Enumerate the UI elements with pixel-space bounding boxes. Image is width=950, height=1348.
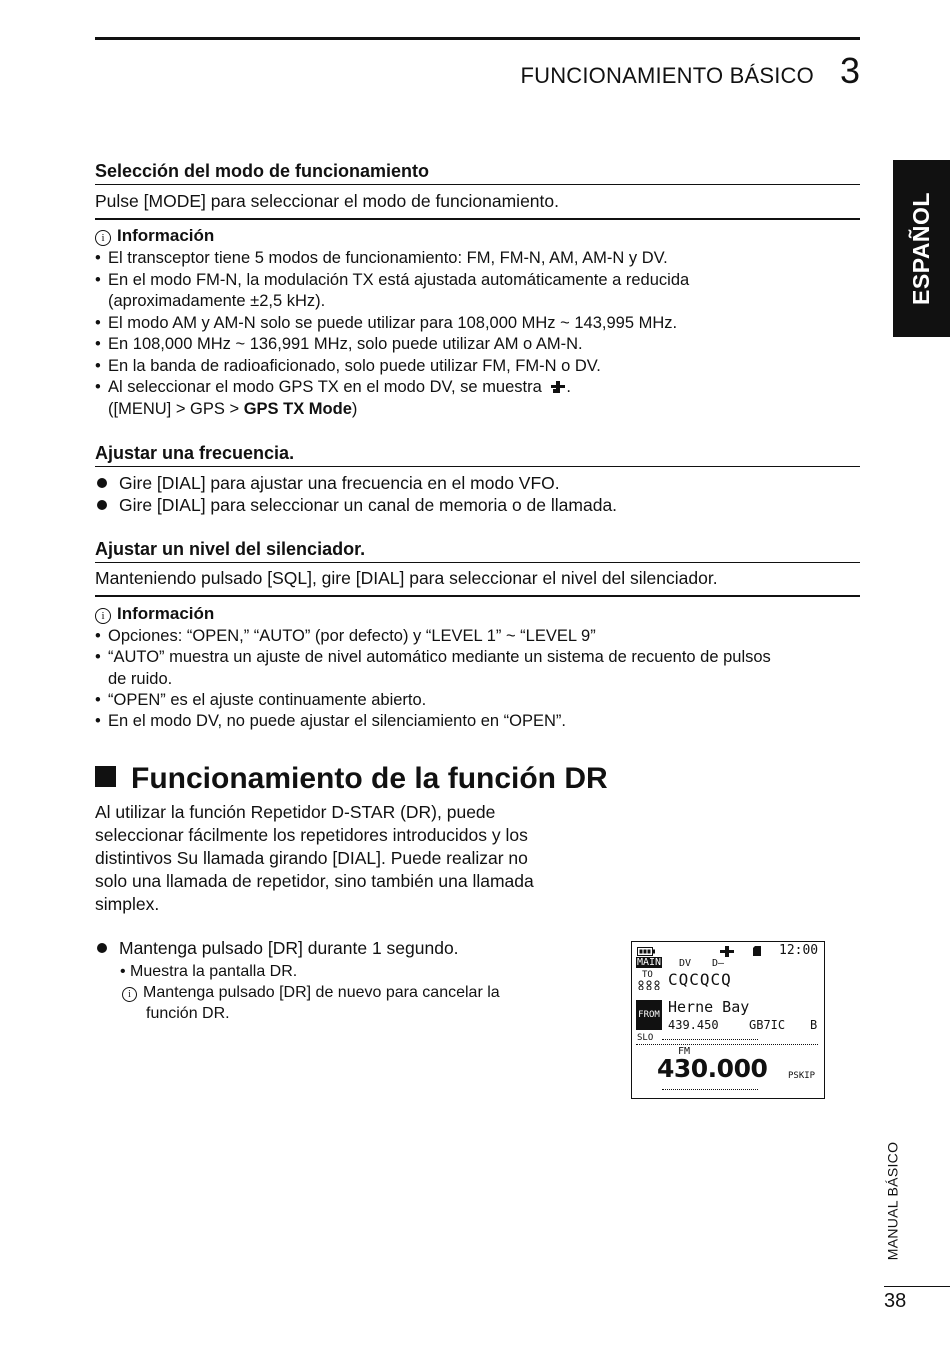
info-bullet: • En el modo DV, no puede ajustar el silenciamiento en “OPEN”. (95, 712, 566, 730)
pskip-label: PSKIP (788, 1071, 816, 1081)
memory-bar (662, 1089, 758, 1090)
info-bullet: • El modo AM y AM-N solo se puede utilizar para 108,000 MHz ~ 143,995 MHz. (95, 314, 678, 332)
from-badge: FROM (636, 1000, 662, 1030)
to-callsign: CQCQCQ (668, 970, 732, 989)
header-rule (95, 37, 860, 40)
mode-label: FM (678, 1046, 691, 1057)
dr-note: i Mantenga pulsado [DR] de nuevo para cancelar la (122, 982, 500, 1003)
info-title: Información (117, 604, 215, 623)
dr-note-continuation: función DR. (146, 1005, 230, 1022)
chapter-number: 3 (839, 50, 860, 91)
language-tab (893, 160, 950, 337)
info-bullet-continuation: de ruido. (108, 670, 173, 688)
page-rule (884, 1286, 950, 1287)
dr-step: Mantenga pulsado [DR] durante 1 segundo. (95, 937, 459, 959)
section-heading-frequency: Ajustar una frecuencia. (95, 443, 295, 463)
section-heading-mode: Selección del modo de funcionamiento (95, 161, 430, 181)
section-rule (95, 562, 860, 563)
frequency-bullet: Gire [DIAL] para ajustar una frecuencia en el modo VFO. (95, 472, 560, 494)
info-heading (95, 603, 214, 625)
d-label: D– (712, 958, 725, 969)
info-bullet: • El transceptor tiene 5 modos de funcionamiento: FM, FM-N, AM, AM-N y DV. (95, 249, 668, 267)
language-tab-label: ESPAÑOL (908, 192, 935, 305)
square-bullet-icon (95, 766, 116, 787)
info-icon: i (122, 987, 137, 1002)
repeater-port: B (810, 1018, 818, 1032)
sd-card-icon (753, 946, 761, 956)
page-number: 38 (884, 1290, 907, 1312)
instruction-rule (95, 595, 860, 597)
s-meter-bar (662, 1039, 758, 1040)
gps-icon (720, 946, 734, 957)
info-bullet: • En el modo FM-N, la modulación TX está ajustada automáticamente a reducida (95, 271, 690, 289)
info-icon: i (95, 608, 111, 624)
repeater-name: Herne Bay (668, 998, 750, 1016)
menu-path: ([MENU] > GPS > GPS TX Mode) (108, 400, 358, 418)
manual-label: MANUAL BÁSICO (884, 1141, 900, 1261)
info-icon: i (95, 230, 111, 246)
mode-instruction: Pulse [MODE] para seleccionar el modo de funcionamiento. (95, 191, 559, 211)
info-bullet: • En la banda de radioaficionado, solo puede utilizar FM, FM-N o DV. (95, 357, 601, 375)
repeater-callsign: GB7IC (749, 1018, 786, 1032)
section-rule (95, 184, 860, 185)
info-bullet: • En 108,000 MHz ~ 136,991 MHz, solo puede utilizar AM o AM-N. (95, 335, 583, 353)
divider-line (636, 1044, 818, 1045)
squelch-instruction: Manteniendo pulsado [SQL], gire [DIAL] para seleccionar el nivel del silenciador. (95, 568, 718, 588)
info-heading (95, 225, 214, 247)
s-meter-label: SLO (637, 1033, 654, 1043)
info-title: Información (117, 226, 215, 245)
repeater-frequency: 439.450 (668, 1018, 719, 1032)
section-rule (95, 466, 860, 467)
main-badge: MAIN (637, 957, 662, 968)
chapter-header (95, 50, 860, 92)
info-bullet: • “OPEN” es el ajuste continuamente abierto. (95, 691, 427, 709)
group-icon (637, 980, 661, 990)
info-bullet-continuation: (aproximadamente ±2,5 kHz). (108, 292, 326, 310)
section-heading-dr: Funcionamiento de la función DR (95, 760, 608, 798)
clock: 12:00 (779, 943, 819, 958)
section-heading-squelch: Ajustar un nivel del silenciador. (95, 539, 366, 559)
battery-icon (637, 947, 655, 956)
info-bullet: • “AUTO” muestra un ajuste de nivel automático mediante un sistema de recuento de pulsos (95, 648, 771, 666)
info-bullet: • Al seleccionar el modo GPS TX en el modo DV, se muestra . (95, 378, 571, 396)
info-bullet: • Opciones: “OPEN,” “AUTO” (por defecto) y “LEVEL 1” ~ “LEVEL 9” (95, 627, 596, 645)
chapter-title: FUNCIONAMIENTO BÁSICO (520, 63, 814, 88)
frequency-bullet: Gire [DIAL] para seleccionar un canal de memoria o de llamada. (95, 494, 617, 516)
dr-screen-display (631, 941, 825, 1099)
frequency-display: 430.000 (657, 1054, 768, 1083)
to-label: TO (642, 970, 653, 980)
dv-mode-label: DV (679, 958, 692, 969)
instruction-rule (95, 218, 860, 220)
gps-tx-icon (550, 380, 566, 394)
dr-paragraph: Al utilizar la función Repetidor D-STAR (DR), puede seleccionar fácilmente los repetidores introducidos y los distintivos Su llamada girando [DIAL]. Puede realizar no solo una llamada de repetidor, sino también una llamada simplex. (95, 802, 534, 914)
dr-sub-item: • Muestra la pantalla DR. (120, 963, 298, 980)
